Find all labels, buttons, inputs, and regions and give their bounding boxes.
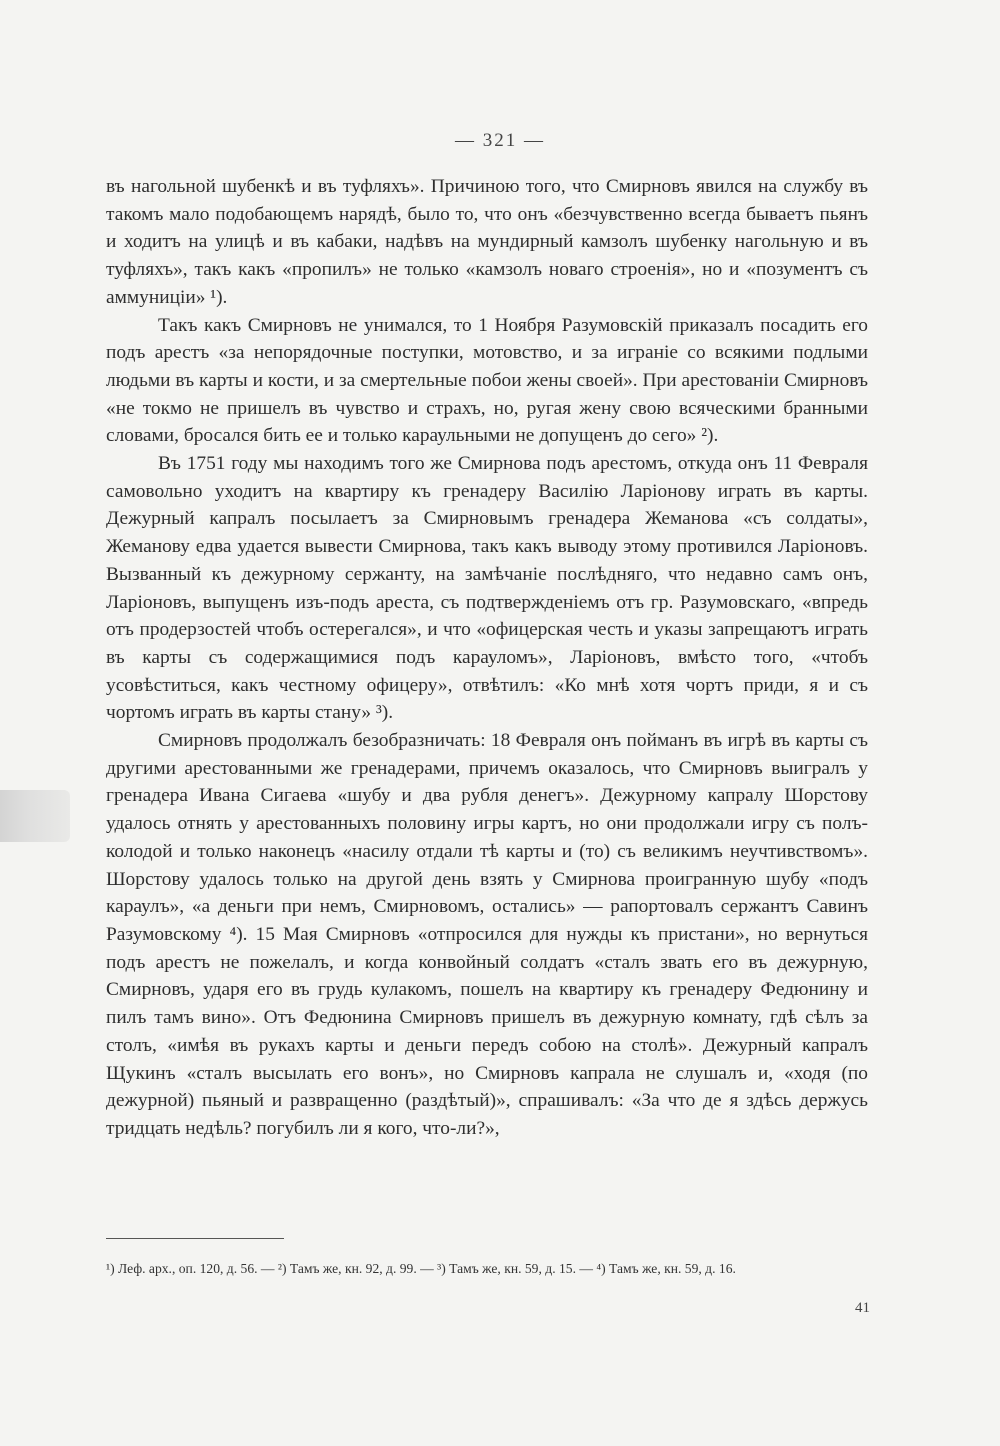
paragraph: Такъ какъ Смирновъ не унимался, то 1 Ноября Разумовскій приказалъ посадить его подъ арестъ «за непорядочные поступки, мотовство, и за игранiе со всякими подлыми людьми въ карты и кости, и за смертельные побои жены своей». При арестованiи Смирновъ «не токмо не пришелъ въ чувство и страхъ, но, ругая жену свою всяческими бранными словами, бросался бить ее и только караульными не допущенъ до сего» ²). xyxy=(106,314,868,447)
main-text xyxy=(106,173,868,1143)
paragraph: Въ 1751 году мы находимъ того же Смирнова подъ арестомъ, откуда онъ 11 Февраля самовольно уходитъ на квартиру къ гренадеру Василiю Ларiонову играть въ карты. Дежурный капралъ посылаетъ за Смирновымъ гренадера Жеманова «съ солдаты», Жеманову едва удается вывести Смирнова, такъ какъ выводу этому противился Ларiоновъ. Вызванный къ дежурному сержанту, на замѣчанiе послѣдняго, что недавно самъ онъ, Ларiоновъ, выпущенъ изъ-подъ ареста, съ подтвержденiемъ отъ гр. Разумовскаго, «впредь отъ продерзостей чтобъ остерегался», и что «офицерская честь и указы запрещаютъ играть въ карты съ содержащимися подъ карауломъ», Ларiоновъ, вмѣсто того, «чтобъ усовѣститься, какъ честному офицеру», отвѣтилъ: «Ко мнѣ хотя чортъ приди, я и съ чортомъ играть въ карты стану» ³). xyxy=(106,453,868,724)
footnotes: ¹) Леф. арх., оп. 120, д. 56. — ²) Тамъ же, кн. 92, д. 99. — ³) Тамъ же, кн. 59, д. 15. — ⁴) Тамъ же, кн. 59, д. 16. xyxy=(106,1261,736,1276)
footnote-divider xyxy=(106,1238,284,1239)
paragraph: Смирновъ продолжалъ безобразничать: 18 Февраля онъ пойманъ въ игрѣ въ карты съ другими арестованными же гренадерами, причемъ оказалось, что Смирновъ выигралъ у гренадера Ивана Сигаева «шубу и два рубля денегъ». Дежурному капралу Шорстову удалось отнять у арестованныхъ половину игры картъ, но они продолжали игру съ полъ-колодой и только наконецъ «насилу отдали тѣ карты и (то) съ великимъ неучтивствомъ». Шорстову удалось только на другой день взять у Смирнова проигранную шубу «подъ караулъ», «а деньги при немъ, Смирновомъ, остались» — рапортовалъ сержантъ Савинъ Разумовскому ⁴). 15 Мая Смирновъ «отпросился для нужды къ пристани», но вернуться подъ арестъ не пожелалъ, и когда конвойный солдатъ «сталъ звать его въ дежурную, Смирновъ, ударя его въ грудь кулакомъ, пошелъ на квартиру къ гренадеру Федюнину и пилъ тамъ вино». Отъ Федюнина Смирновъ пришелъ въ дежурную комнату, гдѣ сѣлъ за столъ, «имѣя въ рукахъ карты и деньги передъ собою на столѣ». Дежурный капралъ Щукинъ «сталъ высылать его вонъ», но Смирновъ капрала не слушалъ и, «ходя (по дежурной) пьяный и развращенно (раздѣтый)», спрашивалъ: «За что де я здѣсь держусь тридцать недѣль? погубилъ ли я кого, что-ли?», xyxy=(106,730,868,1139)
paragraph: въ нагольной шубенкѣ и въ туфляхъ». Причиною того, что Смирновъ явился на службу въ такомъ мало подобающемъ нарядѣ, было то, что онъ «безчувственно всегда бываетъ пьянъ и ходитъ на улицѣ и въ кабаки, надѣвъ на мундирный камзолъ шубенку нагольную и въ туфляхъ», такъ какъ «пропилъ» не только «камзолъ новаго строенія», но и «позументъ съ аммуниціи» ¹). xyxy=(106,176,868,308)
signature-mark: 41 xyxy=(855,1300,870,1316)
binding-tab-mark xyxy=(0,790,70,842)
page-number: — 321 — xyxy=(455,130,545,151)
